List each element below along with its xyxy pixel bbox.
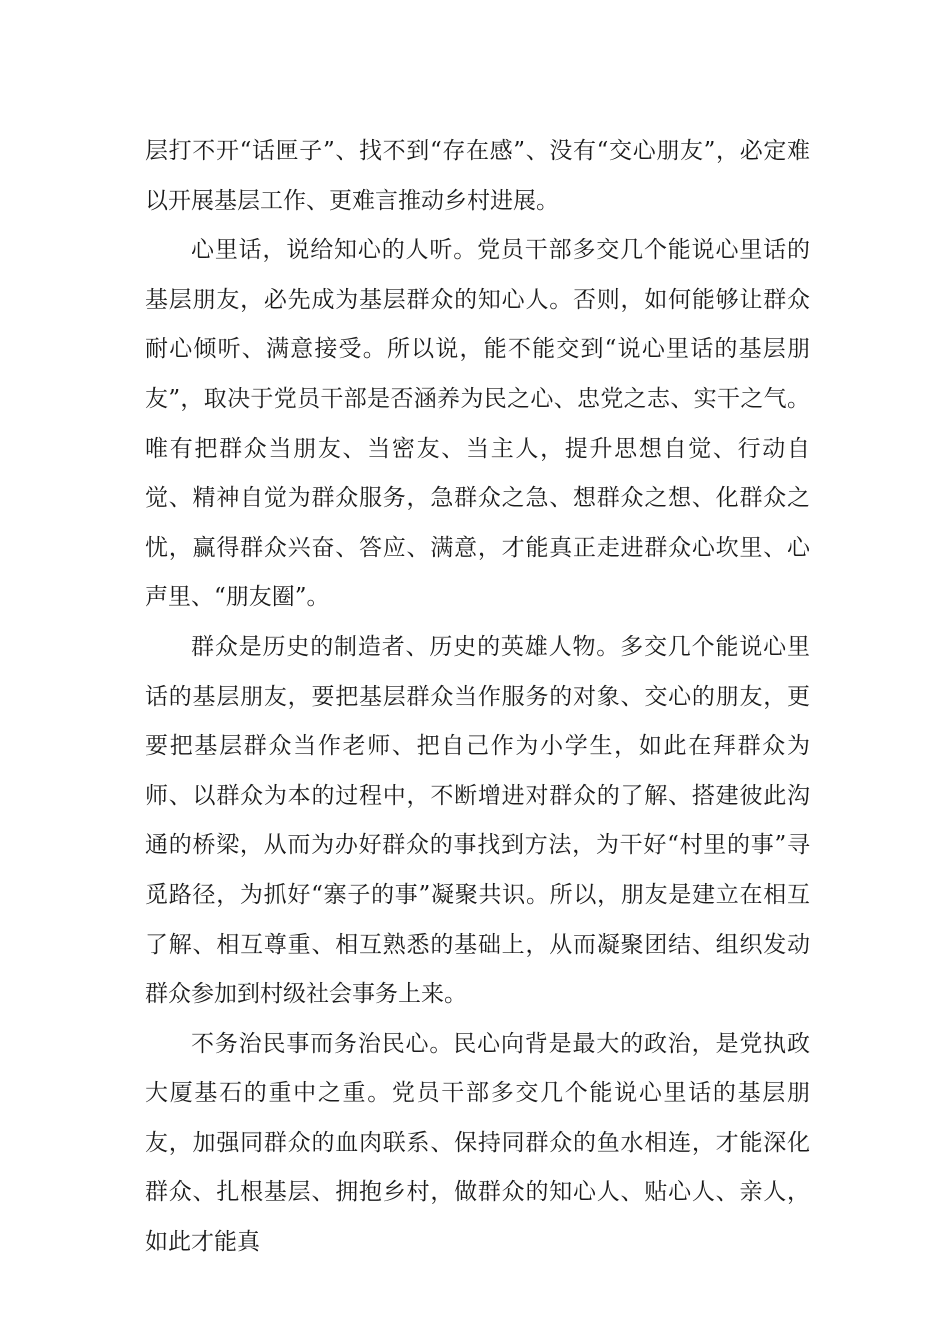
paragraph-4: 不务治民事而务治民心。民心向背是最大的政治，是党执政大厦基石的重中之重。党员干部多交几个能说心里话的基层朋友，加强同群众的血肉联系、保持同群众的鱼水相连，才能深化群众、扎根基层、拥抱乡村，做群众的知心人、贴心人、亲人，如此才能真: [145, 1030, 810, 1256]
paragraph-2: 心里话，说给知心的人听。党员干部多交几个能说心里话的基层朋友，必先成为基层群众的知心人。否则，如何能够让群众耐心倾听、满意接受。所以说，能不能交到“说心里话的基层朋友”，取决于党员干部是否涵养为民之心、忠党之志、实干之气。唯有把群众当朋友、当密友、当主人，提升思想自觉、行动自觉、精神自觉为群众服务，急群众之急、想群众之想、化群众之忧，赢得群众兴奋、答应、满意，才能真正走进群众心坎里、心声里、“朋友圈”。: [145, 237, 810, 611]
paragraph-3: 群众是历史的制造者、历史的英雄人物。多交几个能说心里话的基层朋友，要把基层群众当作服务的对象、交心的朋友，更要把基层群众当作老师、把自己作为小学生，如此在拜群众为师、以群众为本的过程中，不断增进对群众的了解、搭建彼此沟通的桥梁，从而为办好群众的事找到方法，为干好“村里的事”寻觅路径，为抓好“寨子的事”凝聚共识。所以，朋友是建立在相互了解、相互尊重、相互熟悉的基础上，从而凝聚团结、组织发动群众参加到村级社会事务上来。: [145, 633, 810, 1008]
paragraph-1: 层打不开“话匣子”、找不到“存在感”、没有“交心朋友”，必定难以开展基层工作、更难言推动乡村进展。: [145, 138, 810, 214]
document-body: [145, 127, 810, 1268]
